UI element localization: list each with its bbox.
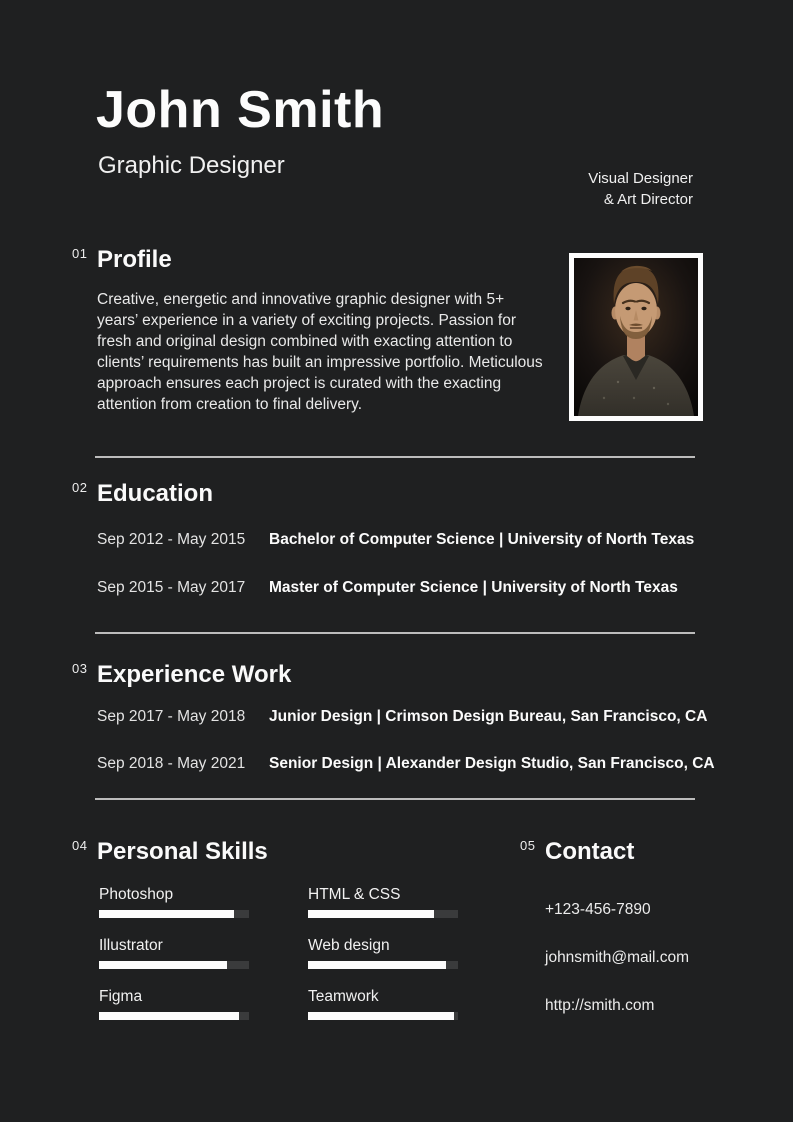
skill-bar-fill <box>99 910 234 918</box>
profile-text: Creative, energetic and innovative graphic designer with 5+ years’ experience in a variety of exciting projects. Passion for fresh and original design combined with exacting attention to clients’ requirements has built an impressive portfolio. Meticulous approach ensures each project is curated with the exacting attention from creation to final delivery. <box>97 291 543 413</box>
skill-item-illustrator <box>99 937 249 969</box>
education-list <box>97 531 697 597</box>
profile-photo <box>569 253 703 421</box>
skills-grid <box>99 886 458 1020</box>
contact-list <box>545 901 689 1014</box>
education-detail: Master of Computer Science | University of North Texas <box>269 579 678 596</box>
skill-bar-fill <box>99 1012 239 1020</box>
education-detail: Bachelor of Computer Science | University of North Texas <box>269 531 695 548</box>
person-name: John Smith <box>96 81 385 139</box>
contact-section-number: 05 <box>520 838 536 853</box>
skill-item-teamwork <box>308 988 458 1020</box>
skill-item-html-css <box>308 886 458 918</box>
divider-experience-skills <box>95 798 695 800</box>
profile-section-heading <box>72 246 172 274</box>
skill-bar-track <box>99 961 249 969</box>
education-item <box>97 531 697 549</box>
experience-detail: Junior Design | Crimson Design Bureau, San Francisco, CA <box>269 708 708 725</box>
education-dates: Sep 2012 - May 2015 <box>97 531 246 548</box>
divider-education-experience <box>95 632 695 634</box>
skill-bar-fill <box>308 1012 454 1020</box>
profile-section-number: 01 <box>72 246 88 261</box>
profile-section-title: Profile <box>97 246 172 273</box>
skill-bar-fill <box>99 961 227 969</box>
contact-phone: +123-456-7890 <box>545 901 651 918</box>
skill-bar-track <box>308 961 458 969</box>
tagline <box>588 168 693 210</box>
skill-item-figma <box>99 988 249 1020</box>
education-dates: Sep 2015 - May 2017 <box>97 579 246 596</box>
skill-label: Illustrator <box>99 937 163 954</box>
experience-section-number: 03 <box>72 661 88 676</box>
skill-bar-fill <box>308 910 434 918</box>
education-item <box>97 579 697 597</box>
education-section-number: 02 <box>72 480 88 495</box>
skill-bar-track <box>308 1012 458 1020</box>
tagline-line-1: Visual Designer <box>588 170 693 187</box>
experience-item <box>97 708 715 726</box>
portrait-illustration <box>574 258 698 416</box>
skill-label: HTML & CSS <box>308 886 401 903</box>
skill-item-photoshop <box>99 886 249 918</box>
skill-label: Web design <box>308 937 390 954</box>
skill-label: Teamwork <box>308 988 379 1005</box>
skills-section-number: 04 <box>72 838 88 853</box>
contact-section-heading <box>520 838 635 866</box>
skills-section-heading <box>72 838 268 866</box>
skills-section-title: Personal Skills <box>97 838 268 865</box>
skill-label: Figma <box>99 988 143 1005</box>
experience-item <box>97 755 715 773</box>
experience-dates: Sep 2017 - May 2018 <box>97 708 246 725</box>
skill-bar-track <box>99 910 249 918</box>
skill-bar-track <box>308 910 458 918</box>
skill-item-web-design <box>308 937 458 969</box>
education-section-title: Education <box>97 480 214 507</box>
contact-email: johnsmith@mail.com <box>545 949 690 966</box>
contact-section-title: Contact <box>545 838 635 865</box>
skill-bar-track <box>99 1012 249 1020</box>
education-section-heading <box>72 480 214 508</box>
experience-section-title: Experience Work <box>97 661 292 688</box>
person-title: Graphic Designer <box>98 152 285 179</box>
contact-website: http://smith.com <box>545 997 655 1014</box>
skill-bar-fill <box>308 961 446 969</box>
experience-detail: Senior Design | Alexander Design Studio, San Francisco, CA <box>269 755 715 772</box>
experience-dates: Sep 2018 - May 2021 <box>97 755 246 772</box>
skill-label: Photoshop <box>99 886 174 903</box>
tagline-line-2: & Art Director <box>603 191 693 208</box>
divider-profile-education <box>95 456 695 458</box>
experience-section-heading <box>72 661 292 689</box>
experience-list <box>97 708 715 773</box>
